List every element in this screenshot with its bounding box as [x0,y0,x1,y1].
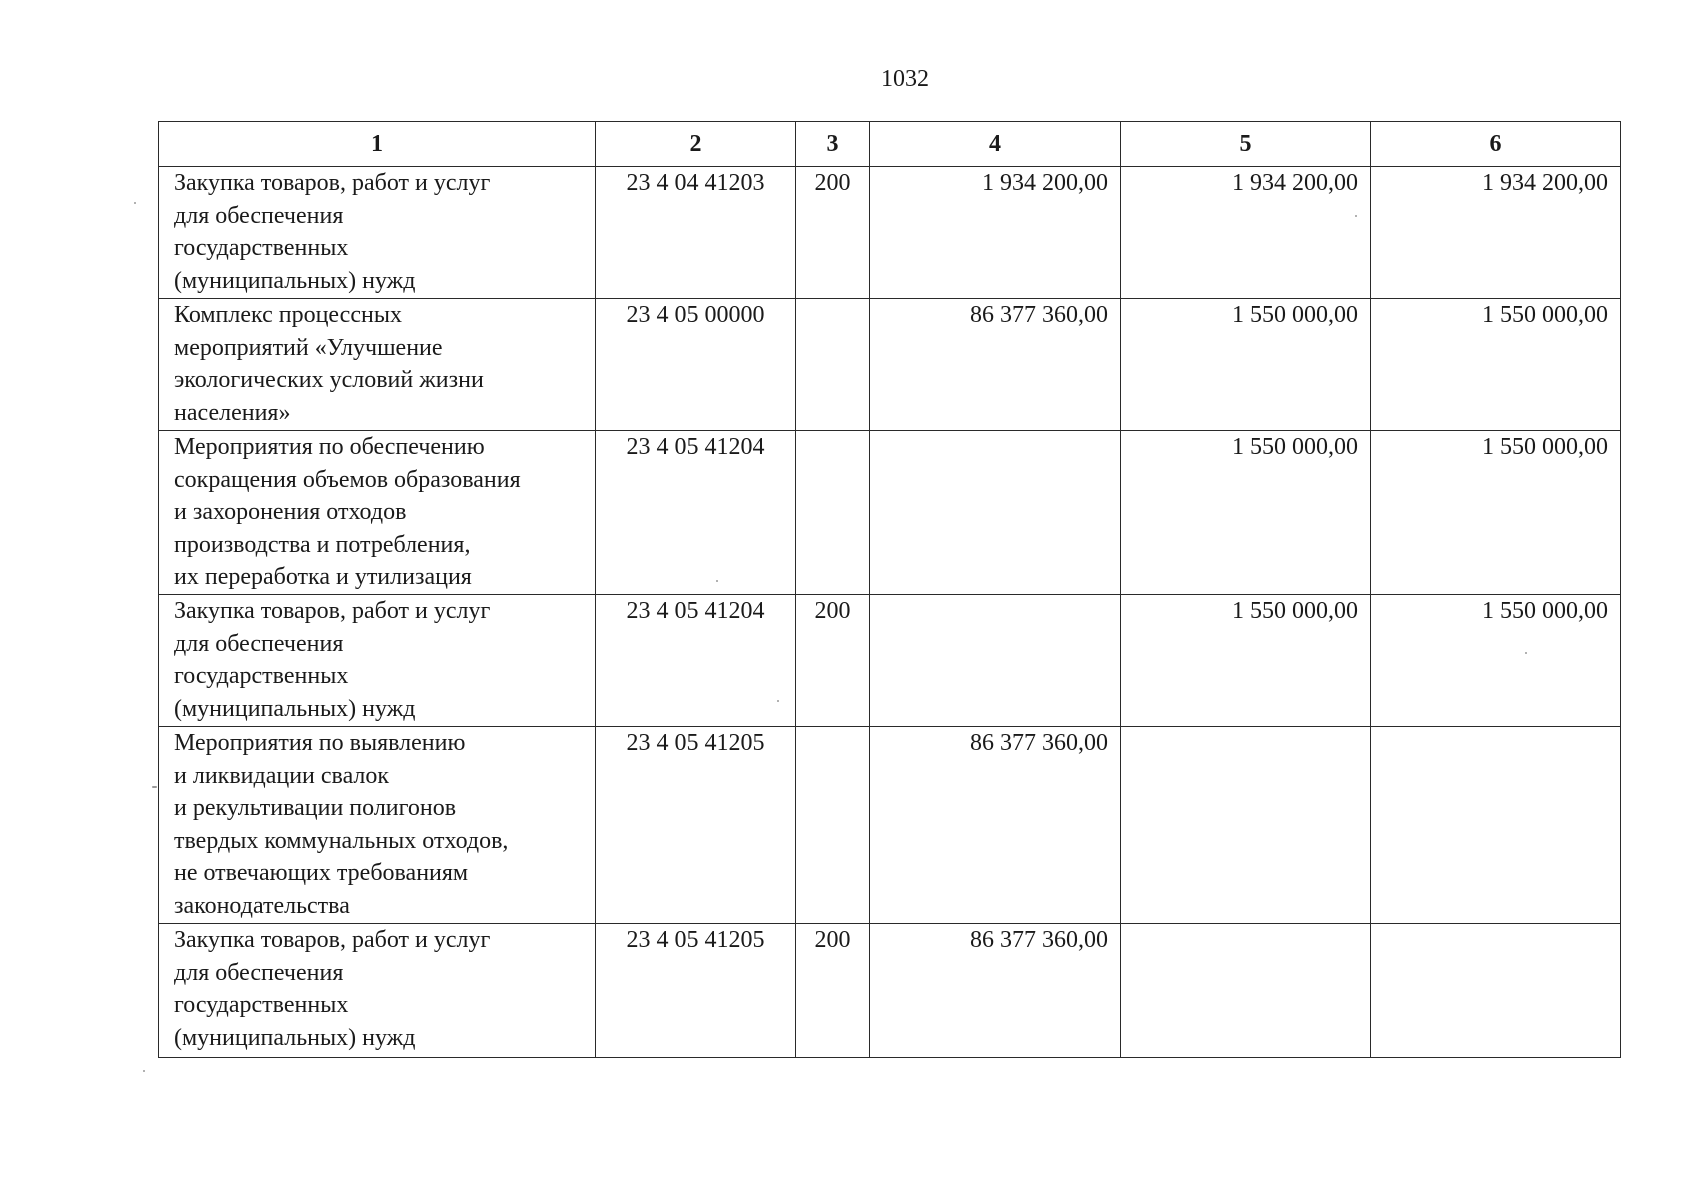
row-amount-5-cell [1121,727,1371,924]
row-name-line: населения» [174,399,291,426]
row-name-line: не отвечающих требованиям [174,860,469,886]
table-row [159,431,1621,595]
row-name-line: законодательства [174,892,350,919]
row-name-line: Закупка товаров, работ и услуг [174,927,491,953]
page-number: 1032 [881,66,929,92]
row-name-cell [159,727,596,924]
row-type-cell: 200 [796,595,870,727]
scan-speck [134,202,136,204]
row-name-line: Мероприятия по выявлению [174,730,466,756]
column-header: 5 [1121,122,1371,167]
row-amount-6-cell: 1 934 200,00 [1371,167,1621,299]
row-name-line: мероприятий «Улучшение [174,334,443,361]
column-header: 6 [1371,122,1621,167]
row-type-cell: 200 [796,167,870,299]
column-header: 4 [870,122,1121,167]
row-name-line: и захоронения отходов [174,499,407,525]
row-type-cell: 200 [796,924,870,1058]
row-name-line: их переработка и утилизация [174,564,472,590]
row-name-line: Закупка товаров, работ и услуг [174,170,491,196]
column-header: 3 [796,122,870,167]
row-name-line: Комплекс процессных [174,302,402,328]
table-header-row [159,122,1621,167]
row-amount-6-cell: 1 550 000,00 [1371,431,1621,595]
row-type-cell [796,431,870,595]
row-name-line: экологических условий жизни [174,367,484,393]
row-name-line: для обеспечения [174,202,344,229]
row-amount-5-cell: 1 550 000,00 [1121,431,1371,595]
row-amount-6-cell [1371,727,1621,924]
column-header: 1 [159,122,596,167]
row-name-line: Мероприятия по обеспечению [174,434,485,460]
row-amount-6-cell: 1 550 000,00 [1371,299,1621,431]
row-name-line: (муниципальных) нужд [174,1024,416,1051]
row-name-line: твердых коммунальных отходов, [174,827,509,854]
row-name-cell [159,167,596,299]
table-row [159,299,1621,431]
scan-speck [152,786,157,788]
row-name-cell [159,431,596,595]
row-code-cell: 23 4 05 41204 [596,595,796,727]
row-amount-4-cell [870,431,1121,595]
row-code-cell: 23 4 04 41203 [596,167,796,299]
row-name-cell [159,924,596,1058]
row-code-cell: 23 4 05 41205 [596,924,796,1058]
row-type-cell [796,727,870,924]
row-amount-5-cell [1121,924,1371,1058]
row-name-line: Закупка товаров, работ и услуг [174,598,491,624]
table-row [159,167,1621,299]
row-name-line: государственных [174,663,349,689]
row-type-cell [796,299,870,431]
scan-speck [143,1070,145,1072]
row-amount-5-cell: 1 550 000,00 [1121,299,1371,431]
row-amount-4-cell: 86 377 360,00 [870,299,1121,431]
row-name-line: и ликвидации свалок [174,762,390,789]
row-code-cell: 23 4 05 41204 [596,431,796,595]
table-row [159,727,1621,924]
row-name-line: государственных [174,992,349,1018]
row-name-cell [159,595,596,727]
table-row [159,595,1621,727]
row-name-line: для обеспечения [174,959,344,986]
budget-table [158,121,1621,1058]
row-amount-4-cell: 86 377 360,00 [870,924,1121,1058]
row-code-cell: 23 4 05 00000 [596,299,796,431]
row-amount-6-cell [1371,924,1621,1058]
row-name-line: (муниципальных) нужд [174,267,416,294]
row-amount-6-cell: 1 550 000,00 [1371,595,1621,727]
row-name-line: для обеспечения [174,630,344,657]
scan-speck [777,700,779,702]
row-code-cell: 23 4 05 41205 [596,727,796,924]
scan-speck [1355,215,1357,217]
row-name-cell [159,299,596,431]
row-name-line: государственных [174,235,349,261]
row-name-line: сокращения объемов образования [174,466,521,493]
row-amount-5-cell: 1 934 200,00 [1121,167,1371,299]
scan-speck [1525,652,1527,654]
row-amount-4-cell: 1 934 200,00 [870,167,1121,299]
row-amount-4-cell [870,595,1121,727]
row-name-line: (муниципальных) нужд [174,695,416,722]
column-header: 2 [596,122,796,167]
row-name-line: производства и потребления, [174,531,471,558]
scan-speck [716,580,718,582]
row-amount-5-cell: 1 550 000,00 [1121,595,1371,727]
table-row [159,924,1621,1058]
row-name-line: и рекультивации полигонов [174,795,457,821]
row-amount-4-cell: 86 377 360,00 [870,727,1121,924]
